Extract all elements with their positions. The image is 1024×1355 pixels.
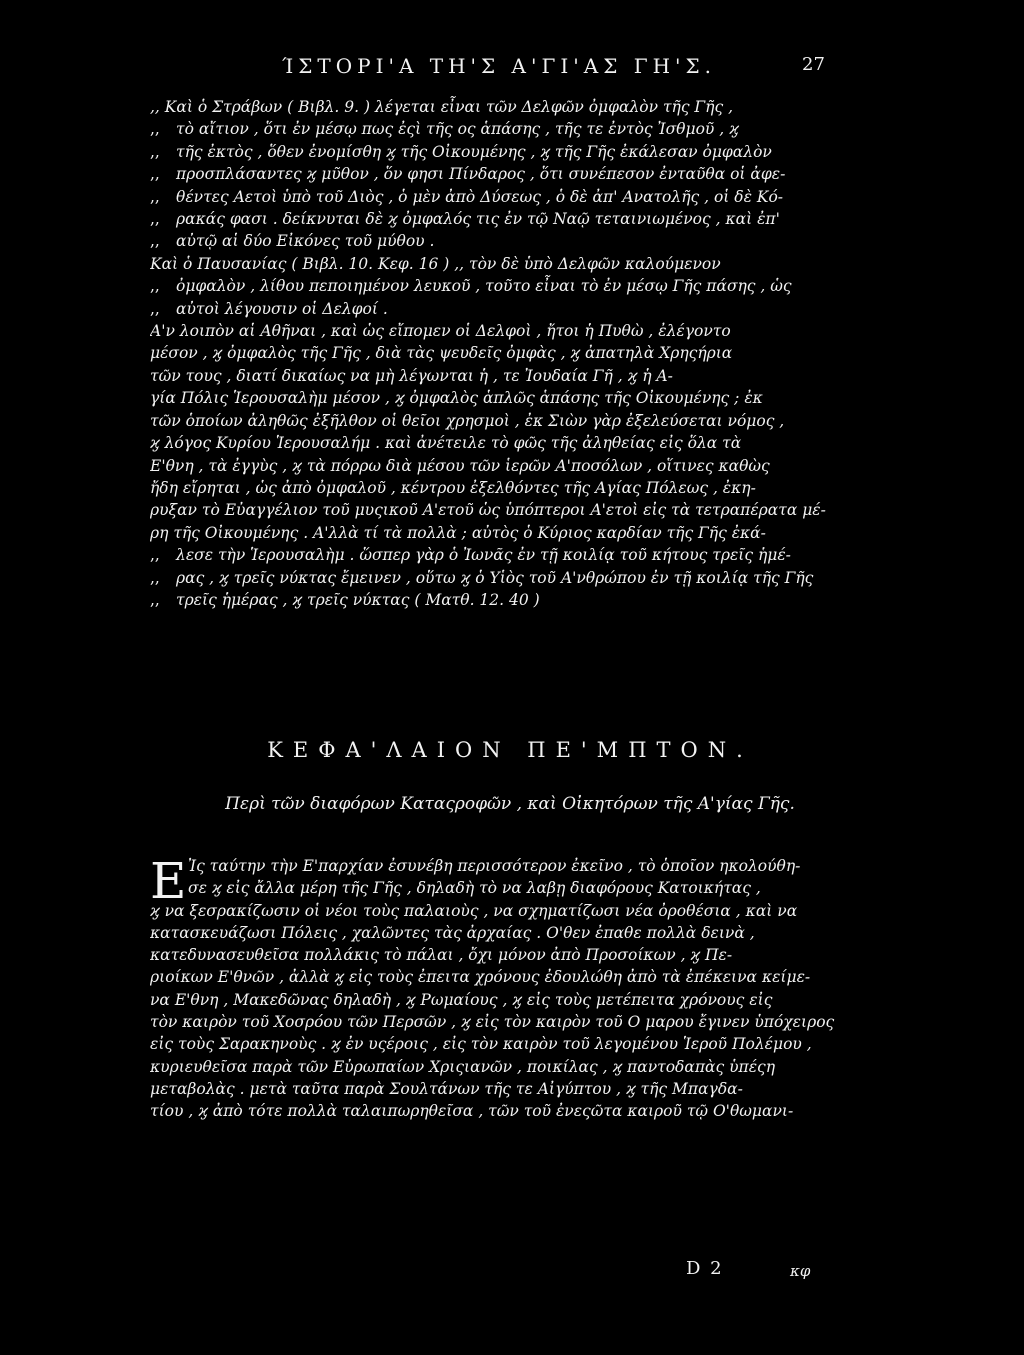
text-line [150,522,870,544]
text-line [150,298,870,320]
text-line [150,253,870,275]
text-line: κυριευθεῖσα παρὰ τῶν Εὐρωπαίων Χριςιανῶν , ποικίλας , ϗ παντοδαπὰς ὑπέςη [150,1057,775,1076]
line-text: Ε'θνη , τὰ ἐγγὺς , ϗ τὰ πόρρω διὰ μέσου τῶν ἱερῶν Α'ποσόλων , οἵτινες καθὼς [150,456,770,475]
line-text: αὐτῷ αἱ δύο Εἰκόνες τοῦ μύθου . [176,232,435,251]
text-line [150,567,870,589]
page-number: 27 [802,54,825,75]
chapter-title: ΚΕΦΑ'ΛΑΙΟΝ ΠΕ'ΜΠΤΟΝ. [267,738,753,762]
text-line: σε ϗ εἰς ἄλλα μέρη τῆς Γῆς , δηλαδὴ τὸ να λαβῃ διαφόρους Κατοικήτας , [188,879,761,898]
catchword: κφ [790,1262,811,1280]
quote-mark: ,, [150,590,160,609]
line-text: ρυξαν τὸ Εὐαγγέλιον τοῦ μυςικοῦ Α'ετοῦ ὡς ὑπόπτεροι Α'ετοὶ εἰς τὰ τετραπέρατα μέ- [150,501,826,520]
line-text: ϗ λόγος Κυρίου Ἱερουσαλήμ . καὶ ἀνέτειλε τὸ φῶς τῆς ἀληθείας εἰς ὅλα τὰ [150,434,742,453]
signature-mark: D 2 [686,1258,724,1279]
line-text: ρας , ϗ τρεῖς νύκτας ἔμεινεν , οὕτω ϗ ὁ Υἱὸς τοῦ Α'νθρώπου ἐν τῇ κοιλίᾳ τῆς Γῆς [176,568,814,587]
line-text: μέσον , ϗ ὀμφαλὸς τῆς Γῆς , διὰ τὰς ψευδεῖς ὀμφὰς , ϗ ἀπατηλὰ Χρηςήρια [150,344,733,363]
quote-mark: ,, [150,120,160,139]
text-line [150,208,870,230]
line-text: προσπλάσαντες ϗ μῦθον , ὅν φησι Πίνδαρος , ὅτι συνέπεσον ἐνταῦθα οἱ ἀφε- [176,165,786,184]
text-line: τίου , ϗ ἀπὸ τότε πολλὰ ταλαιπωρηθεῖσα , τῶν τοῦ ἐνεςῶτα καιροῦ τῷ Ο'θωμανι- [150,1102,794,1121]
line-text: ρακάς φασι . δείκνυται δὲ ϗ ὀμφαλός τις ἐν τῷ Ναῷ τεταινιωμένος , καὶ ἐπ' [176,210,780,229]
text-line [150,499,870,521]
line-text: τὸ αἴτιον , ὅτι ἐν μέσῳ πως ἐςὶ τῆς ος ἁπάσης , τῆς τε ἐντὸς Ἰσθμοῦ , ϗ [176,120,739,139]
body-text [150,96,870,611]
line-text: γία Πόλις Ἱερουσαλὴμ μέσον , ϗ ὀμφαλὸς ἁπλῶς ἁπάσης τῆς Οἰκουμένης ; ἐκ [150,389,763,408]
text-line [150,96,870,118]
text-line [150,118,870,140]
line-text: τρεῖς ἡμέρας , ϗ τρεῖς νύκτας ( Ματθ. 12. 40 ) [176,590,540,609]
quote-mark: ,, [150,299,160,318]
line-text: τῆς ἐκτὸς , ὅθεν ἐνομίσθη ϗ τῆς Οἰκουμένης , ϗ τῆς Γῆς ἐκάλεσαν ὀμφαλὸν [176,142,772,161]
text-line [150,230,870,252]
text-line: μεταβολὰς . μετὰ ταῦτα παρὰ Σουλτάνων τῆς τε Αἰγύπτου , ϗ τῆς Μπαγδα- [150,1079,743,1098]
text-line [150,544,870,566]
text-line: τὸν καιρὸν τοῦ Χοσρόου τῶν Περσῶν , ϗ εἰς τὸν καιρὸν τοῦ Ο μαρου ἔγινεν ὑπόχειρος [150,1013,835,1032]
text-line [150,387,870,409]
drop-cap: Ε [150,852,187,910]
line-text: ρη τῆς Οἰκουμένης . Α'λλὰ τί τὰ πολλὰ ; αὐτὸς ὁ Κύριος καρδίαν τῆς Γῆς ἐκά- [150,523,766,542]
text-line [150,163,870,185]
line-text: Καὶ ὁ Παυσανίας ( Βιβλ. 10. Κεφ. 16 ) ,, τὸν δὲ ὑπὸ Δελφῶν καλούμενον [150,254,721,273]
text-line: κατεδυνασευθεῖσα πολλάκις τὸ πάλαι , ὄχι μόνον ἀπὸ Προσοίκων , ϗ Πε- [150,946,733,965]
text-line [150,275,870,297]
text-line [150,365,870,387]
quote-mark: ,, [150,142,160,161]
line-text: ἤδη εἴρηται , ὡς ἀπὸ ὀμφαλοῦ , κέντρου ἐξελθόντες τῆς Αγίας Πόλεως , ἐκη- [150,478,756,497]
line-text: Α'ν λοιπὸν αἱ Αθῆναι , καὶ ὡς εἴπομεν οἱ Δελφοὶ , ἤτοι ἡ Πυθὼ , ἐλέγοντο [150,322,731,341]
text-line [150,320,870,342]
text-line [150,432,870,454]
line-text: λεσε τὴν Ἱερουσαλὴμ . ὥσπερ γὰρ ὁ Ἰωνᾶς ἐν τῇ κοιλίᾳ τοῦ κήτους τρεῖς ἡμέ- [176,546,791,565]
text-line: ριοίκων Ε'θνῶν , ἀλλὰ ϗ εἰς τοὺς ἐπειτα χρόνους ἐδουλώθη ἀπὸ τὰ ἐπέκεινα κείμε- [150,968,811,987]
quote-mark: ,, [150,546,160,565]
quote-mark: ,, [150,165,160,184]
text-line: ϗ να ξεσρακίζωσιν οἱ νέοι τοὺς παλαιοὺς , να σχηματίζωσι νέα ὀροθέσια , καὶ να [150,901,798,920]
text-line [150,410,870,432]
text-line [150,589,870,611]
text-line [150,342,870,364]
text-line [150,141,870,163]
line-text: τῶν τους , διατί δικαίως να μὴ λέγωνται ἡ , τε Ἰουδαία Γῆ , ϗ ἡ Α- [150,366,673,385]
text-line: να Ε'θνη , Μακεδῶνας δηλαδὴ , ϗ Ρωμαίους , ϗ εἰς τοὺς μετέπειτα χρόνους εἰς [150,990,773,1009]
chapter-paragraph [150,852,870,1123]
line-text: ,, Καὶ ὁ Στράβων ( Βιβλ. 9. ) λέγεται εἶναι τῶν Δελφῶν ὀμφαλὸν τῆς Γῆς , [150,98,733,116]
text-line: Ἰς ταύτην τὴν Ε'παρχίαν ἐσυνέβη περισσότερον ἐκεῖνο , τὸ ὁποῖον ηκολούθη- [188,857,801,875]
chapter-subtitle: Περὶ τῶν διαφόρων Καταςροφῶν , καὶ Οἰκητόρων τῆς Α'γίας Γῆς. [225,794,795,814]
quote-mark: ,, [150,568,160,587]
text-line [150,477,870,499]
text-line [150,186,870,208]
line-text: αὐτοὶ λέγουσιν οἱ Δελφοί . [176,299,388,318]
line-text: θέντες Αετοὶ ὑπὸ τοῦ Διὸς , ὁ μὲν ἀπὸ Δύσεως , ὁ δὲ ἀπ' Ανατολῆς , οἱ δὲ Κό- [176,187,784,206]
quote-mark: ,, [150,277,160,296]
text-line [150,455,870,477]
quote-mark: ,, [150,210,160,229]
line-text: ὀμφαλὸν , λίθου πεποιημένον λευκοῦ , τοῦτο εἶναι τὸ ἐν μέσῳ Γῆς πάσης , ὡς [176,277,792,296]
quote-mark: ,, [150,187,160,206]
line-text: τῶν ὁποίων ἀληθῶς ἐξῆλθον οἱ θεῖοι χρησμοὶ , ἐκ Σιὼν γὰρ ἐξελεύσεται νόμος , [150,411,785,430]
running-header: ΊΣΤΟΡΙ'Α ΤΗ'Σ Α'ΓΙ'ΑΣ ΓΗ'Σ. [282,54,717,78]
text-line: εἰς τοὺς Σαρακηνοὺς . ϗ ἐν υςέροις , εἰς τὸν καιρὸν τοῦ λεγομένου Ἱεροῦ Πολέμου , [150,1035,812,1054]
quote-mark: ,, [150,232,160,251]
text-line: κατασκευάζωσι Πόλεις , χαλῶντες τὰς ἀρχαίας . Ο'θεν ἐπαθε πολλὰ δεινὰ , [150,923,755,942]
